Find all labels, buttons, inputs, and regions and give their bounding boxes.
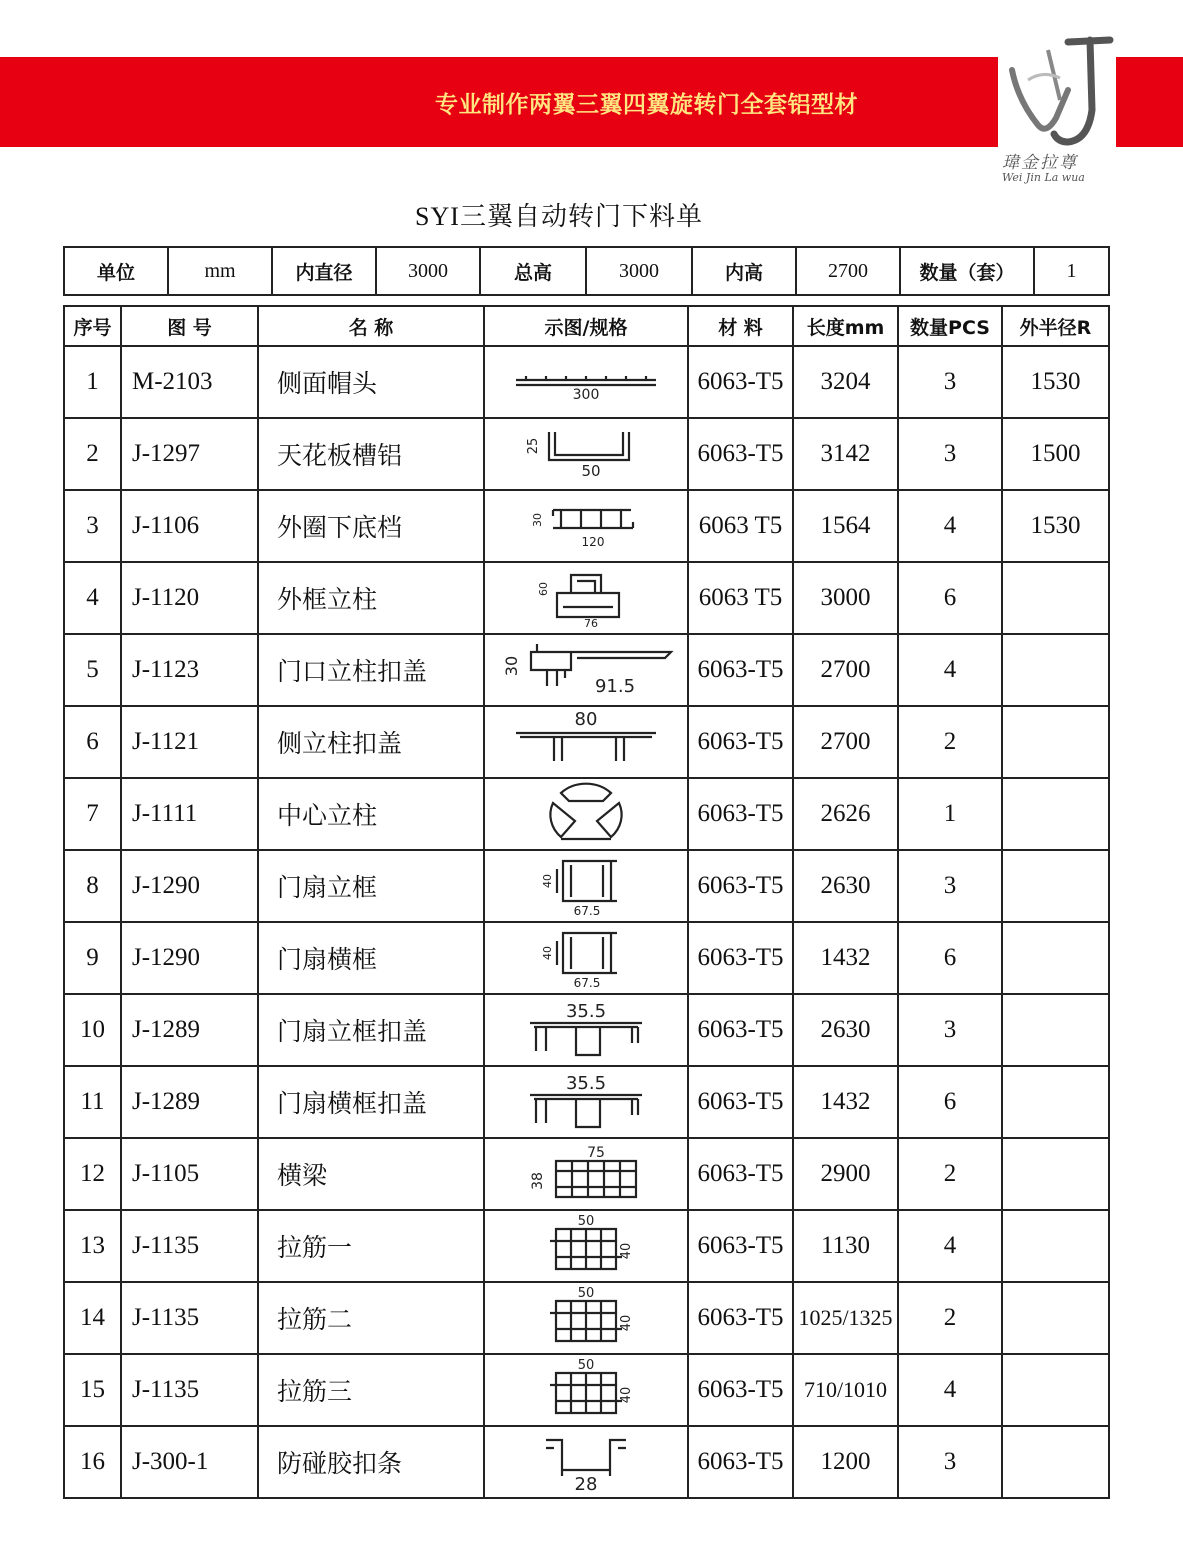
inner-height-label: 内高 — [692, 247, 796, 295]
table-header-row — [64, 306, 1109, 346]
table-row — [64, 1210, 1109, 1282]
logo-english-text: Wei Jin La wua — [1002, 171, 1085, 184]
profile-figure — [484, 1138, 688, 1210]
quantity: 4 — [898, 1354, 1002, 1426]
outer-radius — [1002, 994, 1109, 1066]
quantity: 2 — [898, 706, 1002, 778]
profile-figure — [484, 922, 688, 994]
frame-cover-profile-icon — [516, 999, 656, 1061]
drawing-code: J-1290 — [121, 850, 258, 922]
header-qty: 数量PCS — [898, 306, 1002, 346]
row-number: 9 — [64, 922, 121, 994]
header-no: 序号 — [64, 306, 121, 346]
part-name: 防碰胶扣条 — [258, 1426, 484, 1498]
outer-radius — [1002, 706, 1109, 778]
length: 3000 — [793, 562, 898, 634]
length: 2626 — [793, 778, 898, 850]
length: 2630 — [793, 994, 898, 1066]
material: 6063-T5 — [688, 778, 793, 850]
profile-figure — [484, 850, 688, 922]
drawing-code: J-300-1 — [121, 1426, 258, 1498]
part-name: 侧面帽头 — [258, 346, 484, 418]
dimension-label: 300 — [572, 387, 600, 403]
row-number: 5 — [64, 634, 121, 706]
length: 3204 — [793, 346, 898, 418]
drawing-code: J-1106 — [121, 490, 258, 562]
dimension-label: 67.5 — [573, 904, 601, 917]
dimension-label: 40 — [541, 874, 554, 888]
tie-rod-profile-icon — [526, 1357, 646, 1423]
part-name: 拉筋三 — [258, 1354, 484, 1426]
row-number: 8 — [64, 850, 121, 922]
set-quantity-value: 1 — [1034, 247, 1109, 295]
material: 6063-T5 — [688, 346, 793, 418]
material: 6063-T5 — [688, 634, 793, 706]
part-name: 横梁 — [258, 1138, 484, 1210]
table-row — [64, 1066, 1109, 1138]
side-cover-profile-icon — [506, 711, 666, 773]
profile-figure — [484, 418, 688, 490]
drawing-code: J-1120 — [121, 562, 258, 634]
outer-radius — [1002, 1210, 1109, 1282]
quantity: 3 — [898, 850, 1002, 922]
quantity: 6 — [898, 1066, 1002, 1138]
length: 1564 — [793, 490, 898, 562]
profile-figure — [484, 1282, 688, 1354]
inner-diameter-label: 内直径 — [272, 247, 376, 295]
quantity: 6 — [898, 922, 1002, 994]
row-number: 2 — [64, 418, 121, 490]
bumper-strip-profile-icon — [526, 1430, 646, 1494]
row-number: 11 — [64, 1066, 121, 1138]
outer-radius: 1530 — [1002, 490, 1109, 562]
tie-rod-profile-icon — [526, 1285, 646, 1351]
length: 1200 — [793, 1426, 898, 1498]
quantity: 3 — [898, 1426, 1002, 1498]
door-frame-profile-icon — [521, 855, 651, 917]
table-row — [64, 490, 1109, 562]
quantity: 1 — [898, 778, 1002, 850]
dimension-label: 50 — [577, 1286, 595, 1301]
part-name: 外圈下底档 — [258, 490, 484, 562]
material: 6063-T5 — [688, 1354, 793, 1426]
table-row — [64, 778, 1109, 850]
material: 6063 T5 — [688, 562, 793, 634]
outer-radius — [1002, 1066, 1109, 1138]
row-number: 15 — [64, 1354, 121, 1426]
length: 710/1010 — [793, 1354, 898, 1426]
cover-profile-icon — [491, 640, 681, 700]
dimension-label: 25 — [526, 437, 541, 455]
row-number: 7 — [64, 778, 121, 850]
material: 6063-T5 — [688, 418, 793, 490]
length: 2700 — [793, 634, 898, 706]
inner-height-value: 2700 — [796, 247, 900, 295]
profile-figure — [484, 1210, 688, 1282]
quantity: 3 — [898, 418, 1002, 490]
outer-radius — [1002, 850, 1109, 922]
part-name: 门扇立框扣盖 — [258, 994, 484, 1066]
dimension-label: 40 — [619, 1314, 634, 1332]
outer-radius — [1002, 1282, 1109, 1354]
table-row — [64, 994, 1109, 1066]
outer-radius — [1002, 922, 1109, 994]
total-height-label: 总高 — [480, 247, 586, 295]
outer-radius: 1500 — [1002, 418, 1109, 490]
dimension-label: 40 — [541, 946, 554, 960]
profile-figure — [484, 1354, 688, 1426]
table-row — [64, 1138, 1109, 1210]
drawing-code: J-1135 — [121, 1210, 258, 1282]
dimension-label: 35.5 — [565, 1073, 607, 1094]
part-name: 天花板槽铝 — [258, 418, 484, 490]
dimension-label: 35.5 — [565, 1001, 607, 1022]
part-name: 拉筋二 — [258, 1282, 484, 1354]
logo-chinese-text: 瑋金拉尊 — [1002, 153, 1078, 173]
header-material: 材 料 — [688, 306, 793, 346]
drawing-code: J-1297 — [121, 418, 258, 490]
base-rail-profile-icon — [521, 498, 651, 554]
material: 6063-T5 — [688, 706, 793, 778]
table-row — [64, 418, 1109, 490]
quantity: 4 — [898, 634, 1002, 706]
profile-figure — [484, 634, 688, 706]
dimension-label: 40 — [619, 1386, 634, 1404]
center-post-profile-icon — [531, 781, 641, 847]
material: 6063-T5 — [688, 1426, 793, 1498]
dimension-label: 50 — [577, 1358, 595, 1373]
drawing-code: M-2103 — [121, 346, 258, 418]
dimension-label: 91.5 — [594, 676, 636, 697]
profile-figure — [484, 346, 688, 418]
dimension-label: 30 — [502, 655, 521, 677]
quantity: 2 — [898, 1282, 1002, 1354]
row-number: 16 — [64, 1426, 121, 1498]
dimension-label: 60 — [537, 582, 550, 596]
dimension-label: 67.5 — [573, 976, 601, 989]
part-name: 拉筋一 — [258, 1210, 484, 1282]
dimension-label: 38 — [530, 1172, 546, 1190]
profile-figure — [484, 562, 688, 634]
table-row — [64, 1426, 1109, 1498]
part-name: 外框立柱 — [258, 562, 484, 634]
quantity: 3 — [898, 994, 1002, 1066]
dimension-label: 30 — [531, 513, 544, 527]
part-name: 门扇立框 — [258, 850, 484, 922]
part-name: 门扇横框扣盖 — [258, 1066, 484, 1138]
profile-figure — [484, 778, 688, 850]
channel-profile-icon — [521, 426, 651, 482]
row-number: 6 — [64, 706, 121, 778]
row-number: 3 — [64, 490, 121, 562]
drawing-code: J-1121 — [121, 706, 258, 778]
banner-slogan: 专业制作两翼三翼四翼旋转门全套铝型材 — [435, 92, 858, 118]
header-figure: 示图/规格 — [484, 306, 688, 346]
outer-radius — [1002, 778, 1109, 850]
material: 6063-T5 — [688, 1138, 793, 1210]
set-quantity-label: 数量（套） — [900, 247, 1034, 295]
table-row — [64, 562, 1109, 634]
outer-radius — [1002, 1354, 1109, 1426]
table-row — [64, 1354, 1109, 1426]
cutting-list-table — [63, 305, 1110, 1499]
inner-diameter-value: 3000 — [376, 247, 480, 295]
length: 1432 — [793, 1066, 898, 1138]
table-row — [64, 1282, 1109, 1354]
material: 6063-T5 — [688, 1282, 793, 1354]
drawing-code: J-1135 — [121, 1354, 258, 1426]
drawing-code: J-1289 — [121, 994, 258, 1066]
profile-figure — [484, 1066, 688, 1138]
header-name: 名 称 — [258, 306, 484, 346]
dimension-label: 76 — [584, 617, 598, 629]
table-row — [64, 706, 1109, 778]
document-title: SYI三翼自动转门下料单 — [415, 202, 703, 231]
table-row — [64, 850, 1109, 922]
header-banner-end — [1113, 57, 1183, 147]
drawing-code: J-1105 — [121, 1138, 258, 1210]
unit-label: 单位 — [64, 247, 168, 295]
length: 2630 — [793, 850, 898, 922]
material: 6063-T5 — [688, 994, 793, 1066]
length: 1025/1325 — [793, 1282, 898, 1354]
length: 2900 — [793, 1138, 898, 1210]
part-name: 中心立柱 — [258, 778, 484, 850]
length: 1432 — [793, 922, 898, 994]
quantity: 4 — [898, 490, 1002, 562]
dimension-label: 28 — [574, 1474, 598, 1494]
length: 3142 — [793, 418, 898, 490]
drawing-code: J-1123 — [121, 634, 258, 706]
material: 6063-T5 — [688, 1066, 793, 1138]
tie-rod-profile-icon — [526, 1213, 646, 1279]
dimension-label: 80 — [574, 711, 598, 730]
summary-table — [63, 246, 1110, 296]
drawing-code: J-1111 — [121, 778, 258, 850]
quantity: 6 — [898, 562, 1002, 634]
row-number: 14 — [64, 1282, 121, 1354]
outer-radius — [1002, 1426, 1109, 1498]
row-number: 13 — [64, 1210, 121, 1282]
quantity: 3 — [898, 346, 1002, 418]
drawing-code: J-1135 — [121, 1282, 258, 1354]
profile-figure — [484, 706, 688, 778]
table-row — [64, 346, 1109, 418]
quantity: 4 — [898, 1210, 1002, 1282]
part-name: 门扇横框 — [258, 922, 484, 994]
dimension-label: 50 — [581, 462, 601, 480]
unit-value: mm — [168, 247, 272, 295]
drawing-code: J-1289 — [121, 1066, 258, 1138]
profile-figure — [484, 490, 688, 562]
outer-radius: 1530 — [1002, 346, 1109, 418]
part-name: 门口立柱扣盖 — [258, 634, 484, 706]
cap-profile-icon — [506, 354, 666, 410]
row-number: 10 — [64, 994, 121, 1066]
row-number: 12 — [64, 1138, 121, 1210]
row-number: 4 — [64, 562, 121, 634]
part-name: 侧立柱扣盖 — [258, 706, 484, 778]
dimension-label: 120 — [581, 535, 605, 549]
material: 6063 T5 — [688, 490, 793, 562]
total-height-value: 3000 — [586, 247, 692, 295]
profile-figure — [484, 994, 688, 1066]
outer-radius — [1002, 1138, 1109, 1210]
header-code: 图 号 — [121, 306, 258, 346]
table-row — [64, 922, 1109, 994]
drawing-code: J-1290 — [121, 922, 258, 994]
length: 1130 — [793, 1210, 898, 1282]
row-number: 1 — [64, 346, 121, 418]
door-frame-profile-icon — [521, 927, 651, 989]
beam-profile-icon — [516, 1141, 656, 1207]
frame-cover-profile-icon — [516, 1071, 656, 1133]
summary-row — [64, 247, 1109, 295]
profile-figure — [484, 1426, 688, 1498]
post-profile-icon — [521, 567, 651, 629]
header-radius: 外半径R — [1002, 306, 1109, 346]
quantity: 2 — [898, 1138, 1002, 1210]
dimension-label: 40 — [619, 1242, 634, 1260]
material: 6063-T5 — [688, 850, 793, 922]
length: 2700 — [793, 706, 898, 778]
material: 6063-T5 — [688, 922, 793, 994]
dimension-label: 50 — [577, 1214, 595, 1229]
outer-radius — [1002, 634, 1109, 706]
outer-radius — [1002, 562, 1109, 634]
header-length: 长度mm — [793, 306, 898, 346]
material: 6063-T5 — [688, 1210, 793, 1282]
table-row — [64, 634, 1109, 706]
dimension-label: 75 — [587, 1145, 605, 1161]
